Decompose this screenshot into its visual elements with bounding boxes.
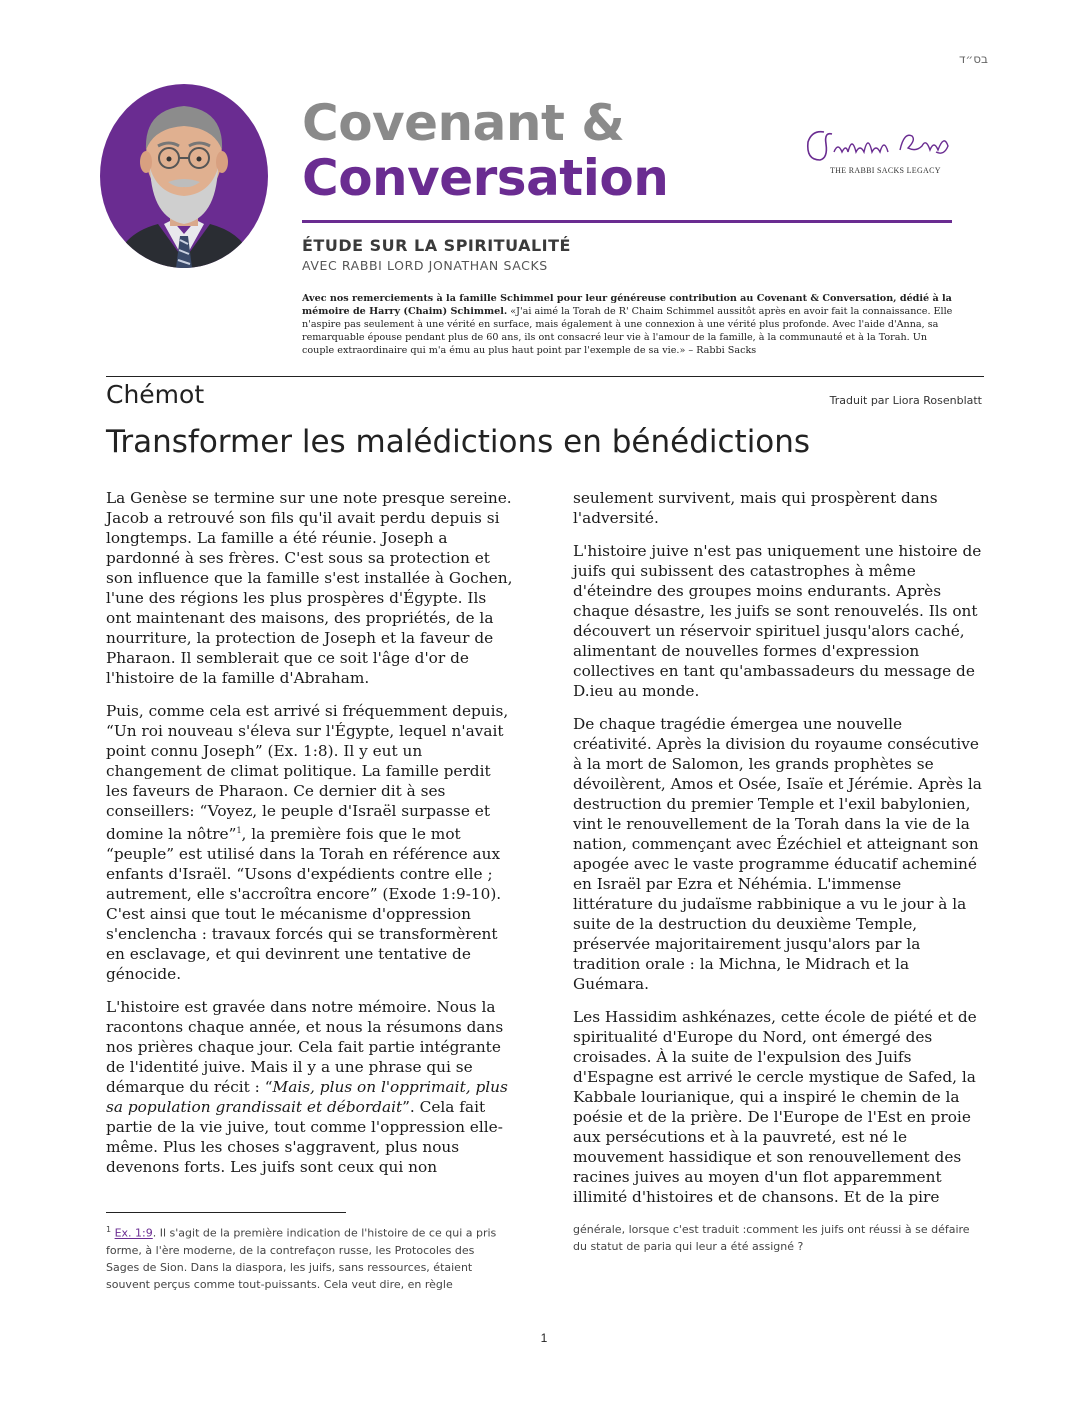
footnote-divider (106, 1212, 346, 1213)
paragraph-text: , la première fois que le mot “peuple” est utilisé dans la Torah en référence aux enfants d'Israël. “Usons d'expédients contre elle ; autrement, elle s'accroîtra encore” (Exode 1:9-10). C'est ainsi que tout le mécanisme d'oppression s'enclencha : travaux forcés qui se transformèrent en esclavage, et qui devinrent une tentative de génocide. (106, 825, 502, 984)
dedication-bold: Avec nos remerciements à la famille Schimmel pour leur généreuse contribution au Covenant & Conversation, dédié à la mémoire de Harry (Chaim) Schimmel. (302, 293, 952, 317)
footnote-right: générale, lorsque c'est traduit :comment les juifs ont réussi à se défaire du statut de paria qui leur a été assigné ? (573, 1223, 970, 1253)
paragraph: seulement survivent, mais qui prospèrent dans l'adversité. (573, 489, 938, 527)
article-title: Transformer les malédictions en bénédictions (106, 424, 811, 460)
series-title: ÉTUDE SUR LA SPIRITUALITÉ (302, 236, 571, 255)
signature-graphic (804, 126, 954, 166)
section-divider (106, 376, 984, 377)
signature-logo (804, 126, 954, 182)
translator-credit: Traduit par Liora Rosenblatt (829, 394, 982, 407)
article-column-right (573, 488, 983, 1220)
footnote-link[interactable]: Ex. 1:9 (114, 1226, 153, 1240)
paragraph: De chaque tragédie émergea une nouvelle créativité. Après la division du royaume consécutive à la mort de Salomon, les grands prophètes se dévoilèrent, Amos et Osée, Isaïe et Jérémie. Après la destruction du premier Temple et l'exil babylonien, vint le renouvellement de la Torah dans la vie de la nation, commençant avec Ézéchiel et atteignant son apogée avec le vaste programme éducatif acheminé en Israël par Ezra et Néhémia. L'immense littérature du judaïsme rabbinique a vu le jour à la suite de la destruction du deuxième Temple, préservée majoritairement jusqu'alors par la tradition orale : la Michna, le Midrach et la Guémara. (573, 715, 982, 993)
author-portrait (100, 84, 268, 268)
footnote-ref[interactable]: 1 (236, 826, 242, 835)
paragraph: Les Hassidim ashkénazes, cette école de piété et de spiritualité d'Europe du Nord, ont émergé des croisades. À la suite de l'expulsion des Juifs d'Espagne est arrivé le cercle mystique de Safed, la Kabbale lourianique, qui a inspiré le chemin de la poésie et de la prière. De l'Europe de l'Est en proie aux persécutions et à la pauvreté, est né le mouvement hassidique et son renouvellement des racines juives au moyen d'un flot apparemment illimité d'histoires et de chansons. Et de la pire (573, 1008, 977, 1206)
paragraph (106, 997, 516, 1177)
footnote-left (106, 1221, 506, 1293)
series-subtitle: AVEC RABBI LORD JONATHAN SACKS (302, 258, 548, 273)
signature-subtitle: THE RABBI SACKS LEGACY (830, 166, 941, 175)
dedication-quote: «J'ai aimé la Torah de R' Chaim Schimmel aussitôt après en avoir fait la connaissance. Elle n'aspire pas seulement à une vérité en surface, mais également à une connexion à une vérité plus profonde. Avec l'aide d'Anna, sa remarquable épouse pendant plus de 60 ans, ils ont consacré leur vie à l'amour de la famille, à la communauté et à la Torah. Un couple extraordinaire qui m'a ému au plus haut point par l'exemple de sa vie.» – Rabbi Sacks (302, 306, 953, 356)
paragraph: La Genèse se termine sur une note presque sereine. Jacob a retrouvé son fils qu'il avait perdu depuis si longtemps. La famille a été réunie. Joseph a pardonné à ses frères. C'est sous sa protection et son influence que la famille s'est installée à Gochen, l'une des régions les plus prospères d'Égypte. Ils ont maintenant des maisons, des propriétés, de la nourriture, la protection de Joseph et la faveur de Pharaon. Il semblerait que ce soit l'âge d'or de l'histoire de la famille d'Abraham. (106, 489, 513, 687)
brand-line-covenant: Covenant & (302, 94, 625, 152)
header-divider (302, 220, 952, 223)
parasha-name: Chémot (106, 380, 205, 409)
paragraph-text: L'histoire est gravée dans notre mémoire. Nous la racontons chaque année, et nous la résumons dans nos prières chaque jour. Cela fait partie intégrante de l'identité juive. Mais il y a une phrase qui se démarque du récit : “ (106, 998, 504, 1097)
brand-title (302, 96, 668, 206)
dedication (302, 292, 954, 357)
article-column-left (106, 488, 516, 1190)
bsd-mark: בס״ד (958, 52, 988, 66)
page-number: 1 (540, 1331, 548, 1345)
brand-line-conversation: Conversation (302, 149, 669, 207)
paragraph: L'histoire juive n'est pas uniquement une histoire de juifs qui subissent des catastrophes à même d'éteindre des groupes moins endurants. Après chaque désastre, les juifs se sont renouvelés. Ils ont découvert un réservoir spirituel jusqu'alors caché, alimentant de nouvelles formes d'expression collectives en tant qu'ambassadeurs du message de D.ieu au monde. (573, 542, 982, 700)
footnote-text: . Il s'agit de la première indication de l'histoire de ce qui a pris forme, à l'ère moderne, de la contrefaçon russe, les Protocoles des Sages de Sion. Dans la diaspora, les juifs, sans ressources, étaient souvent perçus comme tout-puissants. Cela veut dire, en règle (106, 1226, 497, 1291)
paragraph (106, 701, 516, 984)
paragraph-text: Puis, comme cela est arrivé si fréquemment depuis, “Un roi nouveau s'éleva sur l'Égypte, lequel n'avait point connu Joseph” (Ex. 1:8). Il y eut un changement de climat politique. La famille perdit les faveurs de Pharaon. Ce dernier dit à ses conseillers: “Voyez, le peuple d'Israël surpasse et domine la nôtre” (106, 702, 509, 844)
footnote-marker: 1 (106, 1225, 112, 1234)
paragraph-text: ”. Cela fait partie de la vie juive, tout comme l'oppression elle-même. Plus les choses s'aggravent, plus nous devenons forts. Les juifs sont ceux qui non (106, 1098, 503, 1177)
quote-emphasis: Mais, plus on l'opprimait, plus sa population grandissait et débordait (106, 1078, 508, 1117)
